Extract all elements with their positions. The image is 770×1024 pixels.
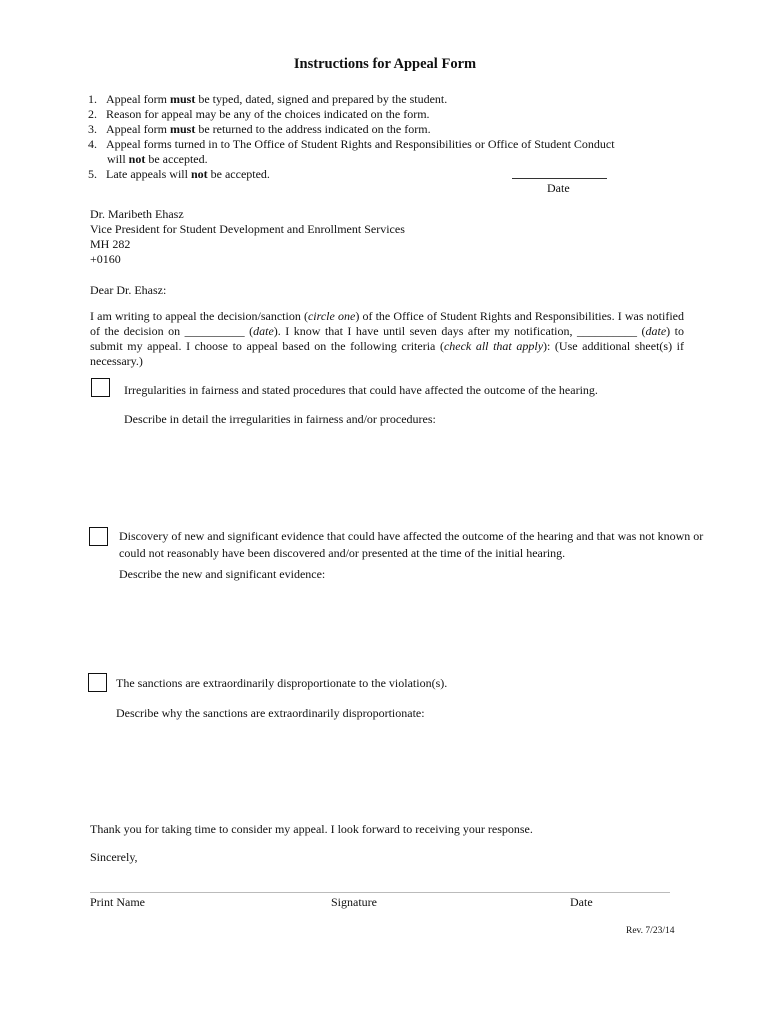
instruction-text: be typed, dated, signed and prepared by the student. bbox=[195, 92, 448, 106]
instruction-emphasis: must bbox=[169, 92, 196, 106]
signature-date-label: Date bbox=[570, 895, 593, 909]
signature-line[interactable] bbox=[90, 892, 670, 893]
instruction-number: 1. bbox=[88, 92, 97, 106]
instruction-text: be accepted. bbox=[207, 167, 270, 181]
recipient-building: MH 282 bbox=[90, 237, 131, 251]
option-describe-prompt: Describe why the sanctions are extraordinarily disproportionate: bbox=[116, 706, 425, 720]
instruction-text: be returned to the address indicated on the form. bbox=[195, 122, 431, 136]
paragraph-italic: circle one bbox=[307, 309, 356, 323]
recipient-name: Dr. Maribeth Ehasz bbox=[90, 207, 184, 221]
paragraph-italic: check all that apply bbox=[443, 339, 544, 353]
salutation: Dear Dr. Ehasz: bbox=[90, 283, 167, 297]
instruction-emphasis: must bbox=[169, 122, 196, 136]
instruction-number: 4. bbox=[88, 137, 97, 151]
option-label: Irregularities in fairness and stated procedures that could have affected the outcome of the hearing. bbox=[124, 383, 598, 397]
instructions-list bbox=[88, 92, 615, 182]
instruction-item bbox=[88, 92, 615, 107]
irregularities-checkbox[interactable] bbox=[91, 378, 110, 397]
instruction-emphasis: not bbox=[190, 167, 208, 181]
option-label: The sanctions are extraordinarily disproportionate to the violation(s). bbox=[116, 676, 448, 690]
signature-label: Signature bbox=[331, 895, 377, 909]
paragraph-text: ) to submit my appeal. I choose to appeal based on the following criteria ( bbox=[90, 324, 684, 353]
instruction-item bbox=[88, 122, 615, 137]
sincerely: Sincerely, bbox=[90, 850, 138, 864]
sanctions-checkbox[interactable] bbox=[88, 673, 107, 692]
instruction-text: Late appeals will bbox=[106, 167, 191, 181]
paragraph-text: ): (Use additional sheet(s) if necessary.) bbox=[90, 339, 684, 368]
option-describe-prompt: Describe the new and significant evidence: bbox=[119, 567, 326, 581]
paragraph-text: ) of the Office of Student Rights and Responsibilities. I was notified of the decision on __________ ( bbox=[90, 309, 684, 338]
instruction-continuation bbox=[88, 152, 615, 167]
instruction-text: Reason for appeal may be any of the choices indicated on the form. bbox=[106, 107, 430, 121]
paragraph-italic: date bbox=[645, 324, 667, 338]
closing-sentence: Thank you for taking time to consider my appeal. I look forward to receiving your response. bbox=[90, 822, 533, 836]
print-name-label: Print Name bbox=[90, 895, 145, 909]
form-title: Instructions for Appeal Form bbox=[293, 56, 477, 72]
option-label: Discovery of new and significant evidence that could have affected the outcome of the hearing and that was not known or could not reasonably have been discovered and/or presented at the time of the initial hearing. bbox=[119, 529, 704, 560]
paragraph-text: ). I know that I have until seven days after my notification, __________ ( bbox=[273, 324, 646, 338]
instruction-text: will bbox=[107, 152, 129, 166]
instruction-number: 3. bbox=[88, 122, 97, 136]
instruction-text: Appeal forms turned in to The Office of Student Rights and Responsibilities or Office of Student Conduct bbox=[106, 137, 615, 151]
instruction-text: Appeal form bbox=[106, 122, 170, 136]
instruction-text: be accepted. bbox=[145, 152, 208, 166]
instruction-number: 2. bbox=[88, 107, 97, 121]
paragraph-italic: date bbox=[253, 324, 274, 338]
instruction-item bbox=[88, 107, 615, 122]
instruction-text: Appeal form bbox=[106, 92, 170, 106]
appeal-paragraph bbox=[90, 309, 684, 369]
new-evidence-checkbox[interactable] bbox=[89, 527, 108, 546]
date-field-line[interactable] bbox=[512, 178, 607, 179]
instruction-number: 5. bbox=[88, 167, 97, 181]
recipient-code: +0160 bbox=[90, 252, 121, 266]
paragraph-text: I am writing to appeal the decision/sanction ( bbox=[90, 309, 308, 323]
instruction-item bbox=[88, 167, 615, 182]
recipient-address bbox=[90, 207, 405, 267]
recipient-title: Vice President for Student Development and Enrollment Services bbox=[90, 222, 405, 236]
instruction-item bbox=[88, 137, 615, 152]
revision-date: Rev. 7/23/14 bbox=[626, 926, 675, 936]
option-describe-prompt: Describe in detail the irregularities in fairness and/or procedures: bbox=[124, 412, 436, 426]
date-label: Date bbox=[547, 181, 570, 195]
instruction-emphasis: not bbox=[128, 152, 146, 166]
